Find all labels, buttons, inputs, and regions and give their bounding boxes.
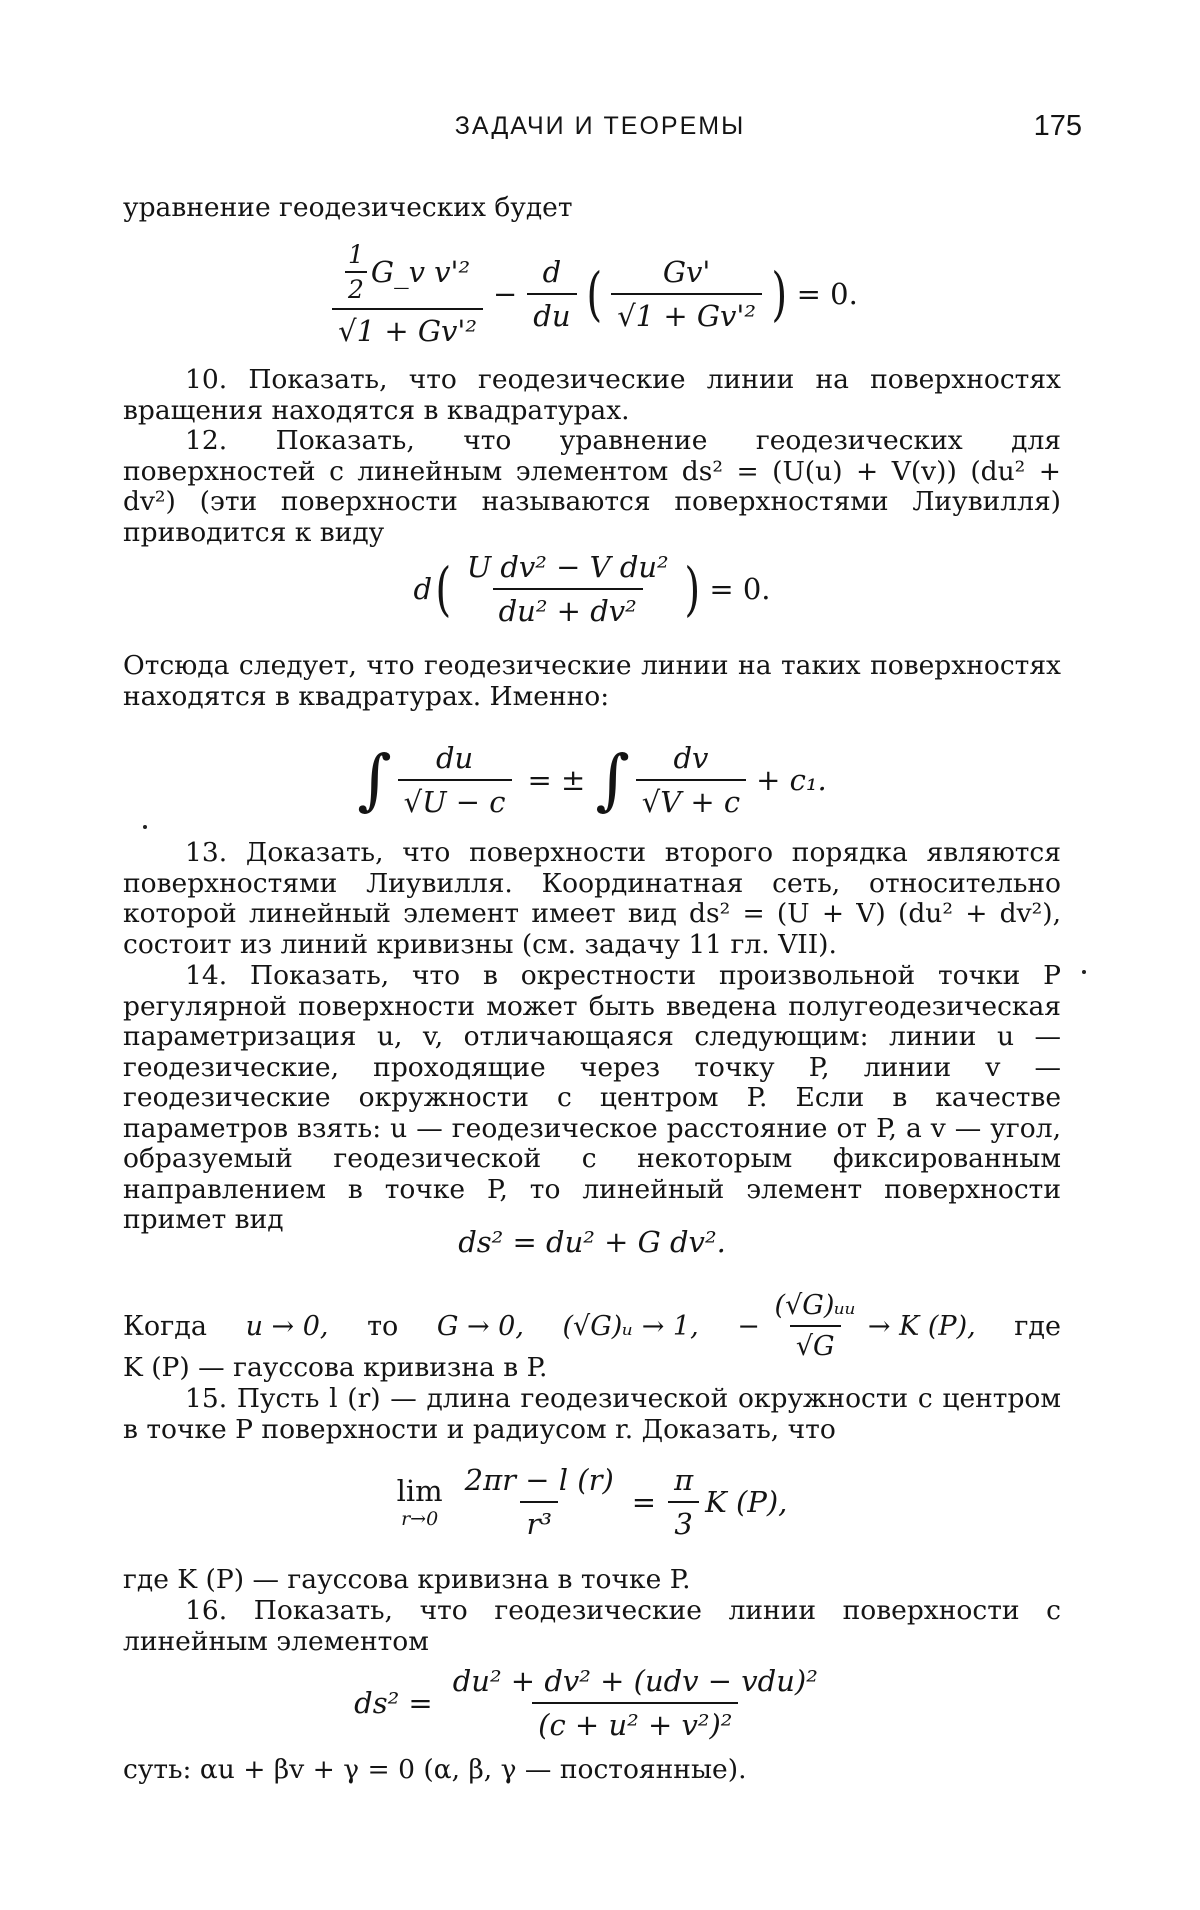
problem-12: 12. Показать, что уравнение геодезических для поверхностей с линейным элементом ds² = (U(u) + V(v)) (du² + dv²) (эти поверхности называются поверхностями Лиувилля) приводится к виду bbox=[123, 425, 1061, 548]
formula1-rhs: = 0. bbox=[796, 277, 858, 311]
formula5-pi-fraction bbox=[668, 1463, 699, 1541]
when-g: G → 0, bbox=[436, 1310, 524, 1342]
formula6-lhs: ds² = bbox=[354, 1686, 433, 1720]
when-u: u → 0, bbox=[245, 1310, 329, 1342]
formula3-num1: du bbox=[435, 741, 474, 775]
when-limit: − $\frac{\text{(√G)ᵤᵤ}}{√G}$ → K (P), bbox=[737, 1290, 976, 1362]
formula1-numerator-tail: G_v v'² bbox=[370, 255, 471, 289]
linear-element-formula bbox=[123, 1658, 1061, 1748]
formula2-rhs: = 0. bbox=[709, 572, 771, 606]
formula5-numerator: 2πr − l (r) bbox=[464, 1463, 614, 1497]
after-problem-12: Отсюда следует, что геодезические линии на таких поверхностях находятся в квадратурах. Именно: bbox=[123, 650, 1061, 712]
d-numerator: d bbox=[542, 255, 562, 289]
formula5-fraction bbox=[459, 1463, 620, 1541]
formula1-minus: − bbox=[492, 277, 518, 311]
problem-14: 14. Показать, что в окрестности произвольной точки P регулярной поверхности может быть введена полугеодезическая параметризация u, v, отличающаяся следующим: линии u — геодезические, проходящие через точку P, линии v — геодезические окружности с центром P. Если в качестве параметров взять: u — геодезическое расстояние от P, а v — угол, образуемый геодезической с некоторым фиксированным направлением в точке P, то линейный элемент поверхности примет вид bbox=[123, 960, 1061, 1235]
when-word: Когда bbox=[123, 1310, 208, 1342]
left-paren: ( bbox=[585, 260, 602, 328]
formula4-text: ds² = du² + G dv². bbox=[458, 1225, 726, 1259]
formula6-denominator: (c + u² + v²)² bbox=[532, 1702, 738, 1742]
formula2-right-paren: ) bbox=[684, 555, 700, 623]
formula5-three: 3 bbox=[668, 1501, 698, 1541]
formula3-left-fraction bbox=[398, 741, 512, 819]
when-limit-fraction bbox=[769, 1290, 862, 1362]
right-paren: ) bbox=[771, 260, 788, 328]
formula6-fraction bbox=[447, 1664, 824, 1742]
integral-sign-left: ∫ bbox=[357, 741, 392, 818]
du-denominator: du bbox=[527, 293, 576, 333]
formula5-denominator: r³ bbox=[520, 1501, 558, 1541]
formula1-derivative bbox=[527, 255, 576, 333]
half-numerator: 1 bbox=[348, 240, 364, 269]
inner-numerator: Gv' bbox=[662, 255, 711, 289]
circumference-limit-formula bbox=[123, 1454, 1061, 1550]
print-speck bbox=[143, 825, 147, 829]
formula5-tail: K (P), bbox=[705, 1485, 788, 1519]
lim-subscript: r→0 bbox=[401, 1508, 439, 1530]
gaussian-curvature-note: K (P) — гауссова кривизна в P. bbox=[123, 1352, 548, 1383]
formula3-den1: √U − c bbox=[398, 779, 512, 819]
formula3-tail: + c₁. bbox=[756, 763, 827, 797]
formula3-num2: dv bbox=[673, 741, 709, 775]
semigeodesic-metric-formula bbox=[123, 1222, 1061, 1262]
formula2-d: d bbox=[413, 572, 433, 606]
when-limit-denominator: √G bbox=[790, 1325, 841, 1362]
formula5-pi: π bbox=[674, 1463, 694, 1497]
quadrature-integral-formula bbox=[123, 730, 1061, 830]
formula2-fraction bbox=[461, 550, 675, 628]
formula1-inner-fraction bbox=[611, 255, 762, 333]
print-speck bbox=[1082, 970, 1086, 974]
inner-denominator: √1 + Gv'² bbox=[611, 293, 762, 333]
liouville-equation-formula bbox=[123, 548, 1061, 630]
formula3-den2: √V + c bbox=[636, 779, 746, 819]
formula3-right-fraction bbox=[636, 741, 746, 819]
formula6-numerator: du² + dv² + (udv − vdu)² bbox=[452, 1664, 818, 1698]
problem-15: 15. Пусть l (r) — длина геодезической окружности с центром в точке P поверхности и радиусом r. Доказать, что bbox=[123, 1383, 1061, 1445]
lim-word: lim bbox=[396, 1474, 443, 1508]
formula3-mid: = ± bbox=[527, 763, 586, 797]
formula1-left-fraction bbox=[332, 240, 483, 348]
geodesic-lines-answer: суть: αu + βv + γ = 0 (α, β, γ — постоянные). bbox=[123, 1754, 747, 1785]
problem-16: 16. Показать, что геодезические линии поверхности с линейным элементом bbox=[123, 1595, 1061, 1657]
problem-13: 13. Доказать, что поверхности второго порядка являются поверхностями Лиувилля. Координатная сеть, относительно которой линейный элемент имеет вид ds² = (U + V) (du² + dv²), состоит из линий кривизны (см. задачу 11 гл. VII). bbox=[123, 837, 1061, 960]
half-denominator: 2 bbox=[345, 271, 367, 304]
when-to: то bbox=[367, 1310, 399, 1342]
geodesic-equation-formula bbox=[123, 238, 1061, 350]
page-number: 175 bbox=[1033, 110, 1082, 142]
problem-10: 10. Показать, что геодезические линии на поверхностях вращения находятся в квадратурах. bbox=[123, 364, 1061, 426]
running-header: ЗАДАЧИ И ТЕОРЕМЫ bbox=[454, 112, 746, 140]
gaussian-curvature-at-point: где K (P) — гауссова кривизна в точке P. bbox=[123, 1564, 691, 1595]
formula2-left-paren: ( bbox=[435, 555, 452, 623]
when-sqrt-g: (√G)ᵤ → 1, bbox=[562, 1310, 699, 1342]
when-gde: где bbox=[1014, 1310, 1061, 1342]
integral-sign-right: ∫ bbox=[595, 741, 630, 818]
formula2-numerator: U dv² − V du² bbox=[466, 550, 669, 584]
formula5-eq: = bbox=[631, 1485, 657, 1519]
limit-operator bbox=[397, 1474, 443, 1530]
formula1-left-denominator: √1 + Gv'² bbox=[332, 308, 483, 348]
when-limit-tail: → K (P), bbox=[867, 1310, 976, 1342]
intro-line: уравнение геодезических будет bbox=[123, 192, 573, 223]
formula2-denominator: du² + dv² bbox=[493, 588, 643, 628]
when-limit-numerator: (√G)ᵤᵤ bbox=[774, 1290, 856, 1321]
